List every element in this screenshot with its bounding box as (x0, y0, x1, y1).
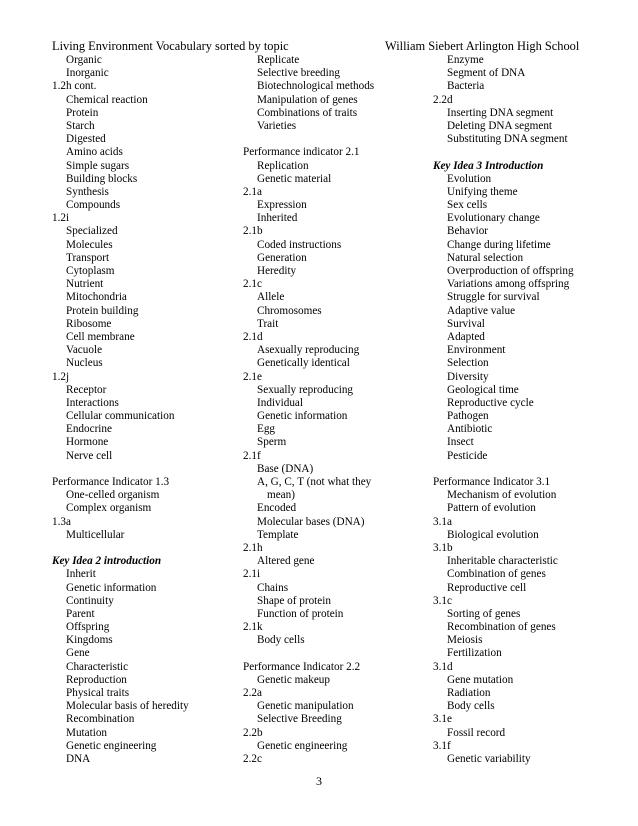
spacer (433, 463, 633, 476)
vocab-term: Reproductive cell (447, 581, 527, 594)
vocab-term: One-celled organism (66, 489, 160, 502)
spacer (243, 133, 425, 146)
section-heading: 3.1e (433, 713, 452, 726)
section-heading: 2.1e (243, 370, 262, 383)
vocab-term: Cytoplasm (66, 265, 115, 277)
vocab-term: Nutrient (66, 278, 104, 291)
vocab-term: Fertilization (447, 647, 502, 660)
vocab-term: Meiosis (447, 634, 483, 647)
section-heading: 2.1f (243, 449, 261, 462)
vocab-term: Mitochondria (66, 291, 127, 304)
vocab-term: Heredity (257, 265, 297, 277)
vocab-term: Chromosomes (257, 304, 322, 317)
vocab-term: Nucleus (66, 357, 103, 370)
section-heading: Performance Indicator 2.2 (243, 660, 361, 673)
vocab-term: Unifying theme (447, 185, 518, 198)
vocab-term: Physical traits (66, 687, 130, 699)
vocab-term: Hormone (66, 436, 109, 449)
vocab-term: Fossil record (447, 726, 506, 739)
page-number: 3 (316, 774, 322, 788)
section-heading: Performance Indicator 1.3 (52, 476, 170, 488)
school-name: William Siebert Arlington High School (385, 39, 580, 53)
vocab-term: Chains (257, 581, 289, 594)
vocab-term: Base (DNA) (257, 462, 314, 475)
vocab-term: Complex organism (66, 502, 152, 515)
section-heading: 2.2b (243, 726, 263, 739)
section-heading: 2.2a (243, 687, 262, 699)
vocab-term: Compounds (66, 199, 121, 212)
vocab-term: Genetic information (257, 410, 348, 423)
vocab-term: Biotechnological methods (257, 80, 375, 93)
vocab-term: Synthesis (66, 185, 109, 198)
spacer (243, 647, 425, 660)
vocab-term: Nerve cell (66, 449, 113, 462)
vocab-term: Characteristic (66, 660, 129, 673)
key-idea-heading: Key Idea 2 introduction (52, 555, 162, 568)
vocab-term: Genetic engineering (66, 739, 157, 752)
vocab-term: Chemical reaction (66, 93, 148, 106)
vocab-term: Simple sugars (66, 159, 130, 172)
vocab-column-2 (243, 54, 425, 766)
vocab-term: Survival (447, 317, 485, 330)
vocab-term: Genetic manipulation (257, 700, 354, 713)
vocab-term: Parent (66, 607, 95, 620)
vocab-term: Genetic makeup (257, 673, 330, 686)
vocab-term: Offspring (66, 621, 110, 634)
section-heading: 2.2c (243, 752, 262, 765)
vocab-term: Deleting DNA segment (447, 119, 553, 132)
vocab-term: Natural selection (447, 251, 524, 264)
vocab-term: Overproduction of offspring (447, 265, 574, 277)
key-idea-heading: Key Idea 3 Introduction (433, 159, 544, 172)
vocab-term: Inserting DNA segment (447, 106, 554, 119)
vocab-term: Sperm (257, 436, 287, 449)
vocab-term: Replication (257, 159, 309, 172)
vocab-term: Adaptive value (447, 304, 516, 317)
spacer (433, 146, 633, 159)
section-heading: 2.1h (243, 541, 263, 554)
vocab-term: Body cells (447, 700, 495, 713)
vocab-term: A, G, C, T (not what they (257, 476, 372, 488)
vocab-term: Asexually reproducing (257, 344, 360, 357)
vocab-term: Pesticide (447, 449, 488, 462)
section-heading: 3.1f (433, 739, 451, 752)
vocab-term: Geological time (447, 383, 519, 396)
vocab-term: Egg (257, 423, 276, 436)
vocab-term: Sex cells (447, 199, 488, 212)
vocab-term: Protein building (66, 304, 139, 317)
vocab-term: Building blocks (66, 172, 138, 185)
vocab-column-3 (433, 54, 633, 766)
vocab-term: Antibiotic (447, 423, 493, 436)
vocab-term-continuation: mean) (267, 489, 295, 502)
vocab-term: Change during lifetime (447, 238, 551, 251)
vocab-term: Amino acids (66, 146, 123, 159)
vocab-term: Mechanism of evolution (447, 489, 557, 502)
vocab-term: Continuity (66, 594, 114, 607)
vocab-term: Combination of genes (447, 568, 546, 581)
vocab-term: Evolutionary change (447, 212, 540, 225)
vocab-term: Genetic variability (447, 752, 531, 765)
vocab-term: Selection (447, 357, 489, 370)
vocab-term: Encoded (257, 502, 297, 515)
section-heading: 3.1a (433, 515, 452, 528)
vocab-term: Gene (66, 647, 90, 660)
section-heading: 3.1d (433, 660, 453, 673)
vocab-term: Combinations of traits (257, 106, 358, 119)
vocab-term: Cellular communication (66, 410, 175, 423)
document-title: Living Environment Vocabulary sorted by topic (52, 39, 289, 53)
vocab-term: Insect (447, 436, 474, 449)
vocab-term: Pattern of evolution (447, 502, 536, 515)
vocab-term: Behavior (447, 225, 489, 238)
vocab-term: Allele (257, 291, 285, 304)
vocab-term: Protein (66, 106, 99, 119)
vocab-term: Generation (257, 251, 307, 264)
section-heading: 1.2j (52, 370, 70, 383)
vocab-term: Individual (257, 396, 303, 409)
vocab-term: Replicate (257, 54, 300, 66)
vocab-term: Altered gene (257, 555, 315, 568)
vocab-term: Genetic information (66, 581, 157, 594)
vocab-term: Organic (66, 54, 102, 66)
vocab-term: Inheritable characteristic (447, 555, 558, 568)
vocab-term: Pathogen (447, 410, 489, 423)
vocab-term: Reproductive cycle (447, 396, 534, 409)
section-heading: 3.1c (433, 594, 452, 607)
section-heading: 2.1d (243, 330, 263, 343)
vocab-term: Sorting of genes (447, 607, 521, 620)
section-heading: 3.1b (433, 541, 453, 554)
vocab-term: Molecular bases (DNA) (257, 515, 365, 528)
spacer (52, 463, 237, 476)
vocab-term: Diversity (447, 370, 489, 383)
vocab-term: Genetic engineering (257, 739, 348, 752)
vocab-term: Interactions (66, 396, 119, 409)
vocab-term: Mutation (66, 726, 108, 739)
vocab-term: Segment of DNA (447, 67, 526, 80)
section-heading: 2.1c (243, 278, 262, 291)
vocab-term: Genetically identical (257, 357, 350, 370)
vocab-term: Molecular basis of heredity (66, 700, 189, 713)
section-heading: Performance Indicator 3.1 (433, 476, 551, 488)
section-heading: 2.2d (433, 93, 453, 106)
vocab-term: Genetic material (257, 172, 332, 185)
spacer (52, 542, 237, 555)
vocab-term: Ribosome (66, 317, 112, 330)
vocab-term: Struggle for survival (447, 291, 540, 304)
vocab-term: Template (257, 528, 299, 541)
vocab-term: Bacteria (447, 80, 485, 93)
vocab-term: Molecules (66, 238, 113, 251)
section-heading: 2.1b (243, 225, 263, 238)
vocab-term: Inherit (66, 568, 96, 581)
section-heading: 1.2h cont. (52, 80, 97, 93)
section-heading: Performance indicator 2.1 (243, 146, 360, 159)
vocab-term: Coded instructions (257, 238, 342, 251)
vocab-term: Biological evolution (447, 528, 539, 541)
vocab-term: Endocrine (66, 423, 112, 436)
vocab-term: Manipulation of genes (257, 93, 358, 106)
vocab-term: Recombination (66, 713, 135, 726)
vocab-term: Gene mutation (447, 673, 514, 686)
vocab-term: Body cells (257, 634, 305, 647)
vocab-term: Recombination of genes (447, 621, 556, 634)
vocab-term: Digested (66, 133, 106, 146)
vocab-term: Reproduction (66, 673, 127, 686)
section-heading: 2.1k (243, 621, 263, 634)
vocab-term: Trait (257, 317, 279, 330)
vocab-term: Inorganic (66, 67, 109, 80)
vocab-term: Cell membrane (66, 330, 135, 343)
vocab-term: Environment (447, 344, 506, 357)
vocab-term: Varieties (257, 119, 297, 132)
section-heading: 1.2i (52, 212, 70, 225)
vocab-term: Evolution (447, 172, 492, 185)
vocab-term: Expression (257, 199, 307, 212)
vocab-term: Multicellular (66, 528, 125, 541)
vocab-term: Function of protein (257, 607, 344, 620)
section-heading: 2.1i (243, 568, 261, 581)
vocab-term: Inherited (257, 212, 298, 225)
vocab-term: Transport (66, 251, 110, 264)
vocab-term: Selective Breeding (257, 713, 342, 726)
vocab-term: Specialized (66, 225, 118, 238)
section-heading: 2.1a (243, 185, 262, 198)
vocab-term: Starch (66, 119, 95, 132)
vocab-term: Variations among offspring (447, 278, 570, 291)
vocab-term: Selective breeding (257, 67, 340, 80)
vocab-term: Adapted (447, 330, 485, 343)
vocab-column-1 (52, 54, 237, 766)
vocab-term: Vacuole (66, 344, 103, 357)
vocab-term: Radiation (447, 687, 491, 699)
section-heading: 1.3a (52, 515, 71, 528)
vocab-term: Kingdoms (66, 634, 113, 647)
vocab-term: DNA (66, 752, 91, 765)
vocab-term: Receptor (66, 383, 107, 396)
vocab-term: Enzyme (447, 54, 484, 66)
vocab-term: Shape of protein (257, 594, 331, 607)
vocab-term: Sexually reproducing (257, 383, 354, 396)
vocab-term: Substituting DNA segment (447, 133, 568, 146)
